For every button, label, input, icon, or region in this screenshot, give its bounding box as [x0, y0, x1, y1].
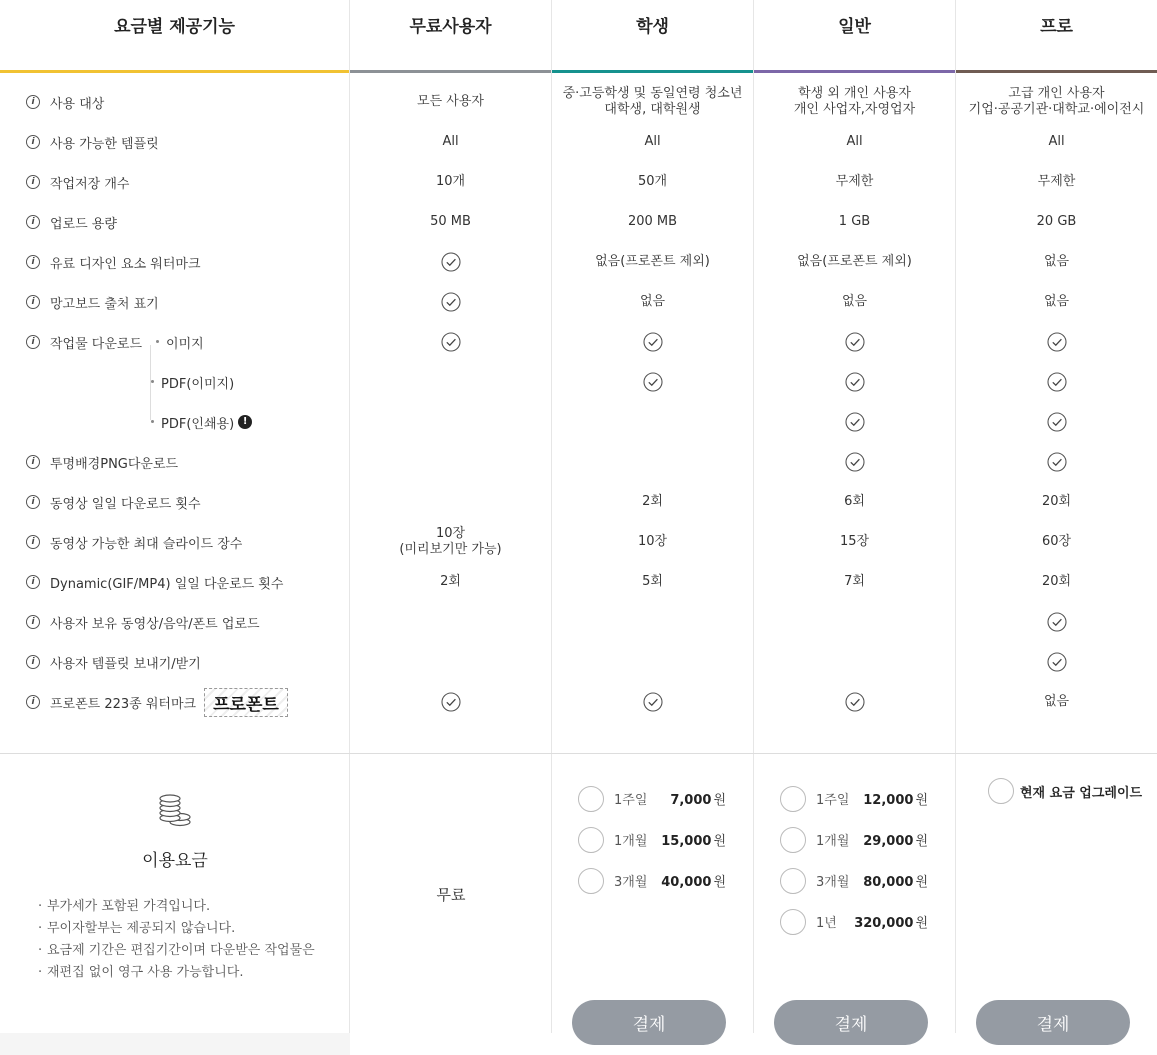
- pro-pay-button[interactable]: 결제: [976, 1000, 1130, 1045]
- pro-projects: 무제한: [1037, 174, 1076, 189]
- free-user-upload: [350, 602, 551, 642]
- check-icon: [1047, 452, 1067, 472]
- student-plans: [578, 778, 726, 901]
- student-video-slides: 10장: [637, 534, 668, 549]
- pro-source-mark: 없음: [1043, 294, 1070, 309]
- radio-button[interactable]: [988, 778, 1014, 804]
- free-download-pdf-print: [350, 402, 551, 442]
- free-projects: 10개: [435, 174, 466, 189]
- free-upload: 50 MB: [430, 214, 471, 229]
- student-user-upload: [552, 602, 753, 642]
- check-icon: [845, 372, 865, 392]
- free-column: [350, 0, 552, 1033]
- check-icon: [441, 692, 461, 712]
- student-plan-option[interactable]: 3개월 40,000 원: [578, 860, 726, 901]
- info-icon[interactable]: i: [26, 535, 40, 549]
- feature-projects[interactable]: i 작업저장 개수: [0, 162, 349, 202]
- check-icon: [845, 452, 865, 472]
- radio-button[interactable]: [578, 868, 604, 894]
- free-source-mark: [350, 282, 551, 322]
- student-dynamic-daily: 5회: [642, 574, 663, 589]
- student-paid-watermark: 없음(프로폰트 제외): [595, 254, 710, 269]
- free-header: 무료사용자: [350, 0, 551, 73]
- info-icon[interactable]: i: [26, 135, 40, 149]
- check-icon: [441, 332, 461, 352]
- pro-header: 프로: [956, 0, 1157, 73]
- student-header: 학생: [552, 0, 753, 73]
- info-icon[interactable]: i: [26, 335, 40, 349]
- general-video-daily: 6회: [844, 494, 865, 509]
- free-templates: All: [442, 134, 459, 149]
- feature-target[interactable]: i 사용 대상: [0, 82, 349, 122]
- feature-dynamic-daily[interactable]: i Dynamic(GIF/MP4) 일일 다운로드 횟수: [0, 562, 349, 602]
- general-paid-watermark: 없음(프로폰트 제외): [797, 254, 912, 269]
- pro-png: [956, 442, 1157, 482]
- general-dynamic-daily: 7회: [844, 574, 865, 589]
- info-icon[interactable]: i: [26, 215, 40, 229]
- pro-download-pdf-print: [956, 402, 1157, 442]
- check-icon: [845, 692, 865, 712]
- free-template-share: [350, 642, 551, 682]
- check-icon: [643, 692, 663, 712]
- info-icon[interactable]: i: [26, 95, 40, 109]
- info-icon[interactable]: i: [26, 255, 40, 269]
- general-target: 학생 외 개인 사용자 개인 사업자,자영업자: [793, 86, 916, 117]
- pro-upload: 20 GB: [1036, 214, 1077, 229]
- general-download-image: [754, 322, 955, 362]
- radio-button[interactable]: [578, 827, 604, 853]
- general-projects: 무제한: [835, 174, 874, 189]
- radio-button[interactable]: [578, 786, 604, 812]
- general-plan-option[interactable]: 1년 320,000 원: [780, 901, 928, 942]
- check-icon: [643, 372, 663, 392]
- student-template-share: [552, 642, 753, 682]
- feature-profont[interactable]: i 프로폰트 223종 워터마크 프로폰트: [0, 682, 349, 722]
- info-icon[interactable]: i: [26, 575, 40, 589]
- pro-upgrade-option[interactable]: 현재 요금 업그레이드: [982, 778, 1142, 804]
- pro-download-pdf-image: [956, 362, 1157, 402]
- feature-video-slides[interactable]: i 동영상 가능한 최대 슬라이드 장수: [0, 522, 349, 562]
- feature-upload[interactable]: i 업로드 용량: [0, 202, 349, 242]
- download-sub-divider: [150, 345, 151, 420]
- feature-video-daily[interactable]: i 동영상 일일 다운로드 횟수: [0, 482, 349, 522]
- general-png: [754, 442, 955, 482]
- student-download-image: [552, 322, 753, 362]
- general-templates: All: [846, 134, 863, 149]
- student-download-pdf-image: [552, 362, 753, 402]
- info-icon[interactable]: i: [26, 455, 40, 469]
- pro-template-share: [956, 642, 1157, 682]
- pro-templates: All: [1048, 134, 1065, 149]
- general-download-pdf-image: [754, 362, 955, 402]
- radio-button[interactable]: [780, 909, 806, 935]
- feature-column: [0, 0, 350, 1033]
- student-pay-button[interactable]: 결제: [572, 1000, 726, 1045]
- student-png: [552, 442, 753, 482]
- student-download-pdf-print: [552, 402, 753, 442]
- feature-download-pdf-print: PDF(인쇄용) !: [0, 402, 349, 442]
- general-user-upload: [754, 602, 955, 642]
- student-projects: 50개: [637, 174, 668, 189]
- check-icon: [845, 412, 865, 432]
- download-image-label: 이미지: [156, 333, 204, 352]
- free-video-slides: 10장 (미리보기만 가능): [399, 526, 502, 557]
- free-download-pdf-image: [350, 362, 551, 402]
- free-profont: [350, 682, 551, 722]
- check-icon: [1047, 332, 1067, 352]
- general-pay-button[interactable]: 결제: [774, 1000, 928, 1045]
- pricing-note: · 부가세가 포함된 가격입니다.: [38, 896, 315, 918]
- free-paid-watermark: [350, 242, 551, 282]
- check-icon: [845, 332, 865, 352]
- pro-target: 고급 개인 사용자 기업·공공기관·대학교·에이전시: [968, 86, 1145, 117]
- feature-download-pdf-image: PDF(이미지): [0, 362, 349, 402]
- pricing-notes: [38, 896, 315, 984]
- pro-user-upload: [956, 602, 1157, 642]
- free-png: [350, 442, 551, 482]
- check-icon: [643, 332, 663, 352]
- info-icon[interactable]: i: [26, 495, 40, 509]
- general-header: 일반: [754, 0, 955, 73]
- pricing-note: · 무이자할부는 제공되지 않습니다.: [38, 918, 315, 940]
- general-upload: 1 GB: [838, 214, 871, 229]
- feature-template-share[interactable]: i 사용자 템플릿 보내기/받기: [0, 642, 349, 682]
- check-icon: [1047, 652, 1067, 672]
- student-video-daily: 2회: [642, 494, 663, 509]
- feature-header: 요금별 제공기능: [0, 0, 349, 73]
- pricing-title: 이용요금: [142, 851, 208, 871]
- free-price: 무료: [436, 886, 466, 904]
- free-dynamic-daily: 2회: [440, 574, 461, 589]
- pro-download-image: [956, 322, 1157, 362]
- radio-button[interactable]: [780, 827, 806, 853]
- check-icon: [1047, 612, 1067, 632]
- pro-paid-watermark: 없음: [1043, 254, 1070, 269]
- info-icon[interactable]: i: [26, 655, 40, 669]
- feature-templates[interactable]: i 사용 가능한 템플릿: [0, 122, 349, 162]
- feature-user-upload[interactable]: i 사용자 보유 동영상/음악/폰트 업로드: [0, 602, 349, 642]
- check-icon: [1047, 372, 1067, 392]
- pro-video-slides: 60장: [1041, 534, 1072, 549]
- info-icon[interactable]: i: [26, 615, 40, 629]
- student-plan-option[interactable]: 1주일 7,000 원: [578, 778, 726, 819]
- general-template-share: [754, 642, 955, 682]
- general-download-pdf-print: [754, 402, 955, 442]
- section-divider: [0, 753, 1157, 754]
- check-icon: [1047, 412, 1067, 432]
- general-plan-option[interactable]: 1개월 29,000 원: [780, 819, 928, 860]
- student-upload: 200 MB: [627, 214, 678, 229]
- general-plan-option[interactable]: 3개월 80,000 원: [780, 860, 928, 901]
- general-video-slides: 15장: [839, 534, 870, 549]
- pro-profont: 없음: [1043, 694, 1070, 709]
- pro-video-daily: 20회: [1041, 494, 1072, 509]
- pricing-note: · 요금제 기간은 편집기간이며 다운받은 작업물은: [38, 940, 315, 962]
- general-source-mark: 없음: [841, 294, 868, 309]
- student-plan-option[interactable]: 1개월 15,000 원: [578, 819, 726, 860]
- footer-background: [0, 1033, 350, 1055]
- info-icon[interactable]: i: [26, 695, 40, 709]
- general-profont: [754, 682, 955, 722]
- feature-source-mark[interactable]: i 망고보드 출처 표기: [0, 282, 349, 322]
- radio-button[interactable]: [780, 868, 806, 894]
- feature-paid-watermark[interactable]: i 유료 디자인 요소 워터마크: [0, 242, 349, 282]
- pro-column: [956, 0, 1157, 1033]
- feature-download[interactable]: i 작업물 다운로드 이미지: [0, 322, 349, 362]
- radio-button[interactable]: [780, 786, 806, 812]
- general-plan-option[interactable]: 1주일 12,000 원: [780, 778, 928, 819]
- student-source-mark: 없음: [639, 294, 666, 309]
- profont-logo: 프로폰트: [204, 688, 288, 717]
- student-templates: All: [644, 134, 661, 149]
- pro-dynamic-daily: 20회: [1041, 574, 1072, 589]
- free-target: 모든 사용자: [417, 94, 484, 109]
- info-icon[interactable]: i: [26, 295, 40, 309]
- info-icon[interactable]: i: [26, 175, 40, 189]
- free-download-image: [350, 322, 551, 362]
- feature-png[interactable]: i 투명배경PNG다운로드: [0, 442, 349, 482]
- check-icon: [441, 252, 461, 272]
- coins-icon: [154, 794, 194, 828]
- general-plans: [780, 778, 928, 942]
- pricing-note: · 재편집 없이 영구 사용 가능합니다.: [38, 962, 315, 984]
- student-profont: [552, 682, 753, 722]
- student-target: 중·고등학생 및 동일연령 청소년 대학생, 대학원생: [562, 86, 743, 117]
- check-icon: [441, 292, 461, 312]
- free-video-daily: [350, 482, 551, 522]
- warning-icon[interactable]: !: [238, 415, 252, 429]
